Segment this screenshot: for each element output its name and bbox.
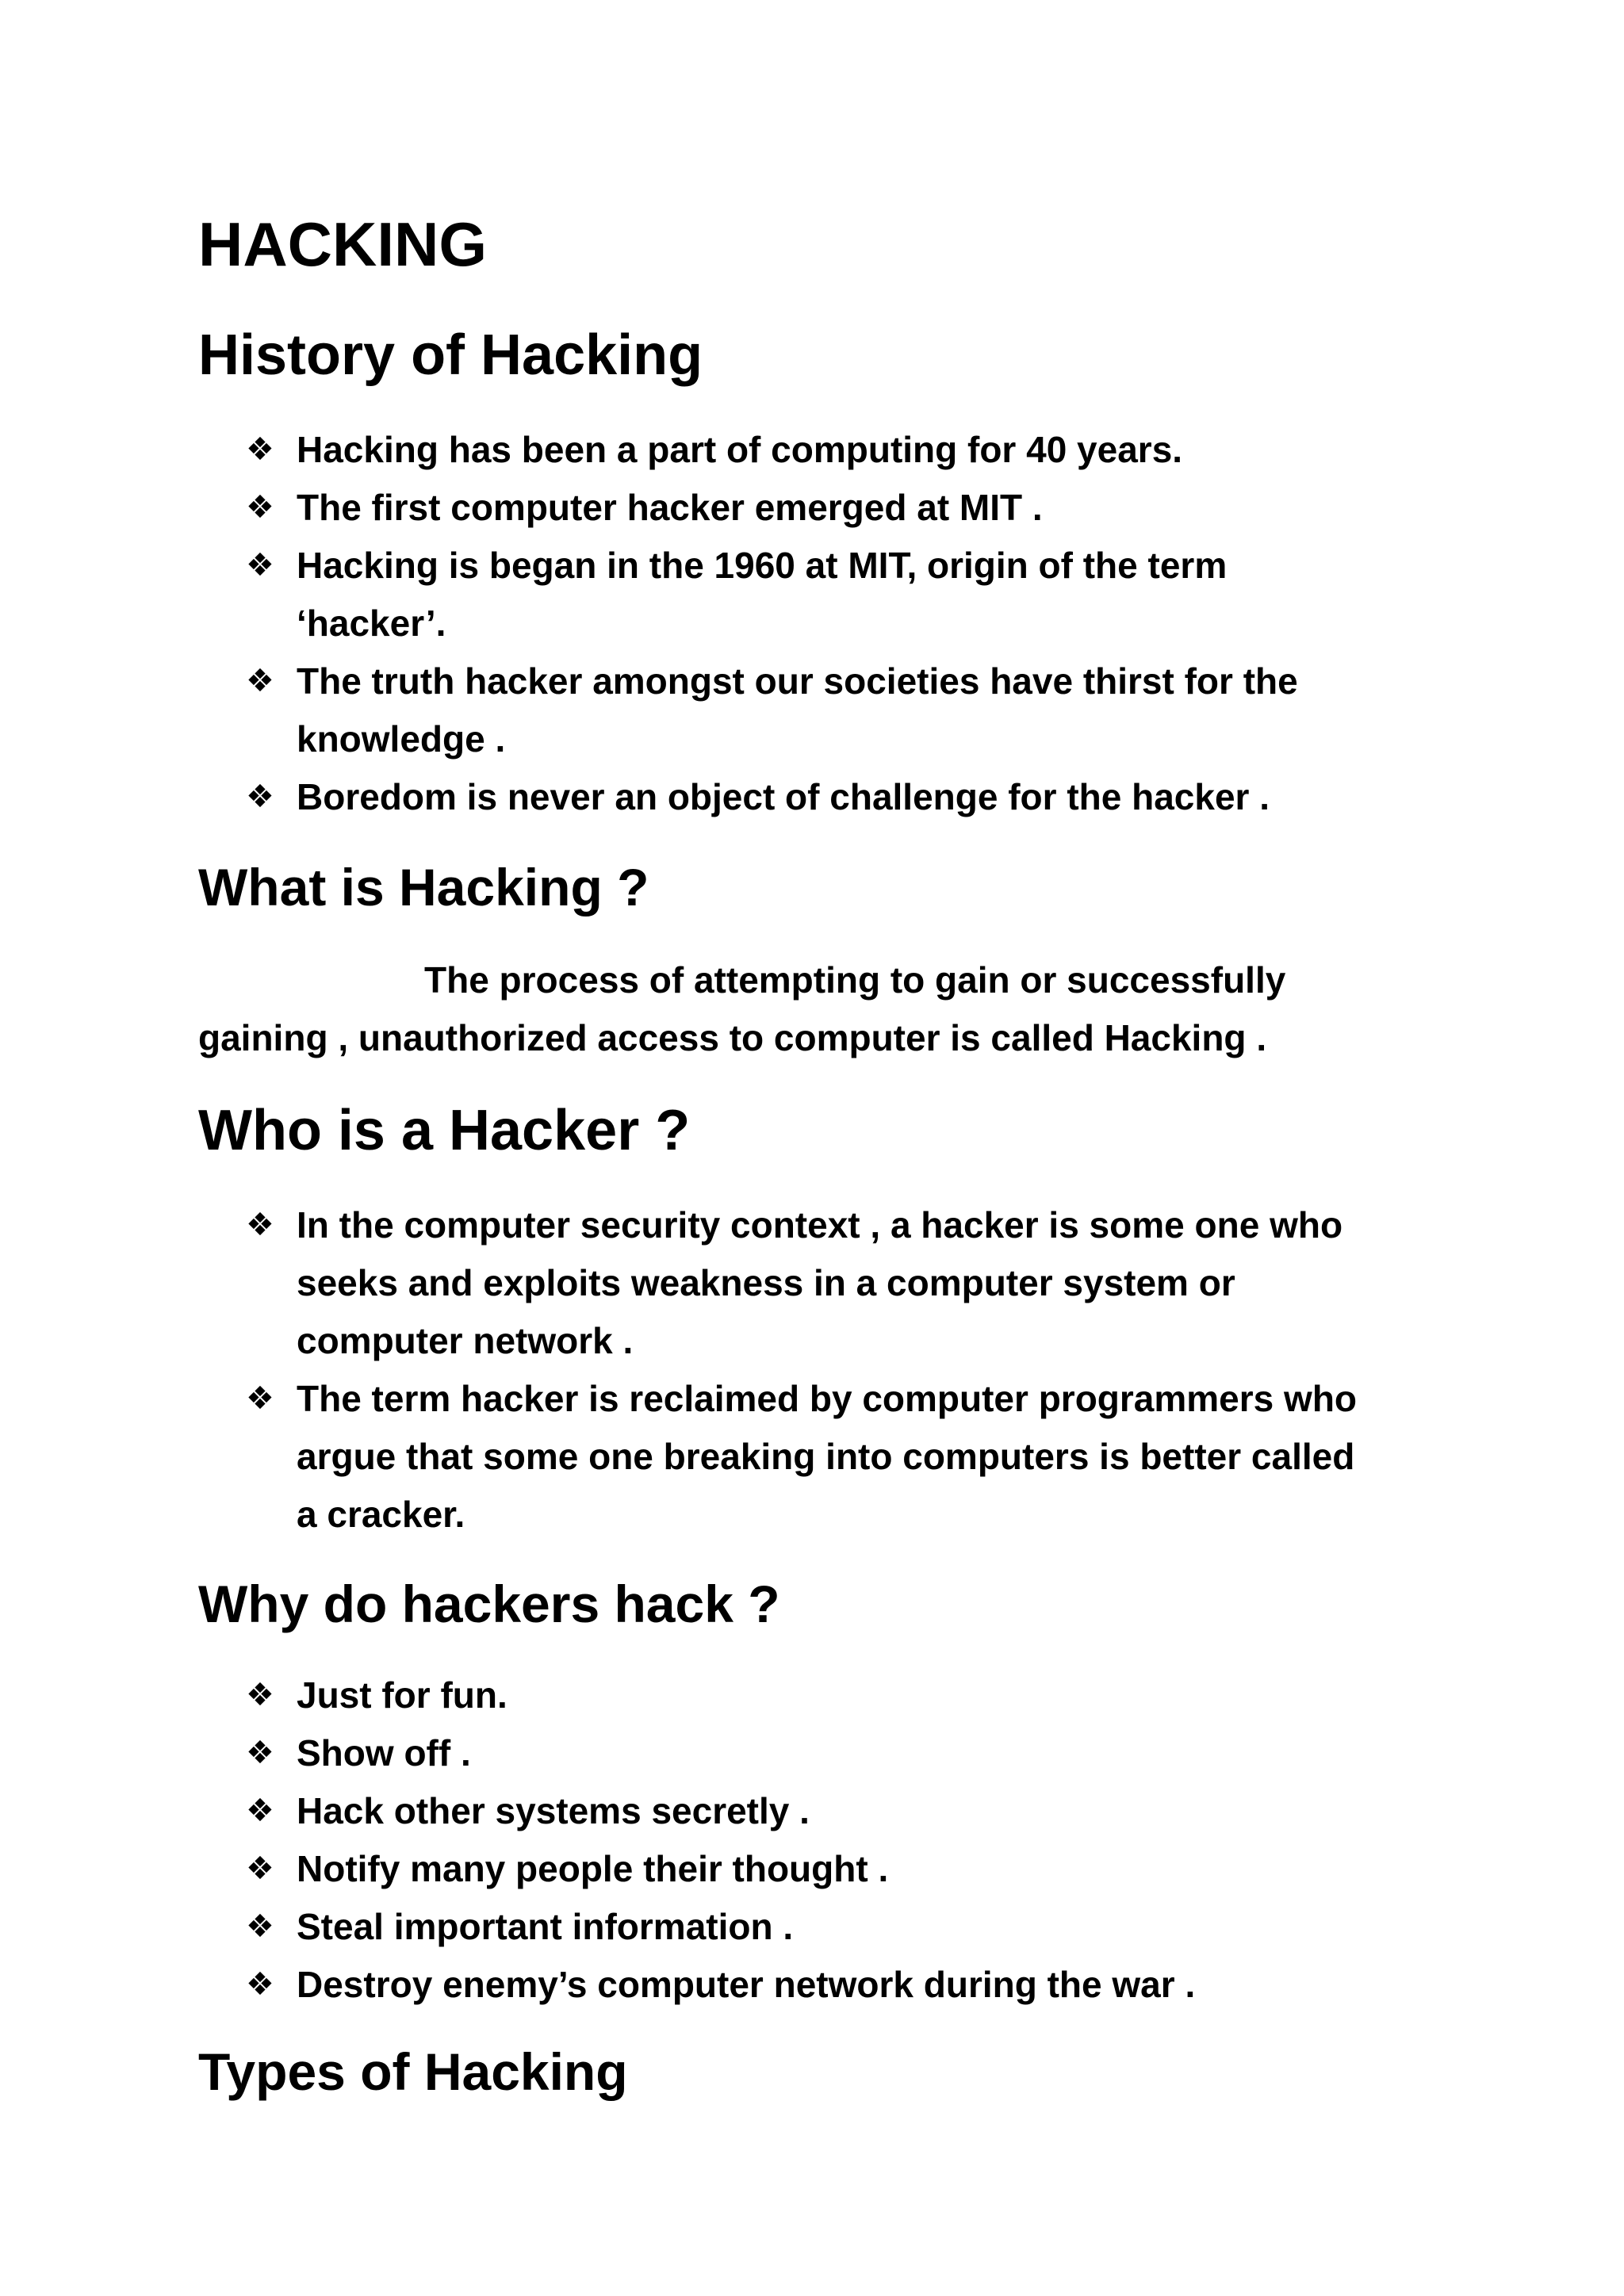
diamond-bullet-icon: ❖ xyxy=(246,1908,274,1945)
document-title: HACKING xyxy=(198,209,487,279)
list-item-text: In the computer security context , a hacker is some one who xyxy=(297,1204,1343,1246)
diamond-bullet-icon: ❖ xyxy=(246,431,274,468)
list-item xyxy=(246,1196,1357,1370)
list-item-text: Hack other systems secretly . xyxy=(297,1790,810,1831)
list-item-text: Destroy enemy’s computer network during the war . xyxy=(297,1964,1196,2005)
what-heading: What is Hacking ? xyxy=(198,858,649,916)
list-item-text: Hacking has been a part of computing for 40 years. xyxy=(297,429,1183,470)
list-item xyxy=(246,421,1298,479)
diamond-bullet-icon: ❖ xyxy=(246,489,274,526)
list-item xyxy=(246,1782,1195,1840)
diamond-bullet-icon: ❖ xyxy=(246,1735,274,1771)
what-paragraph-line-1: The process of attempting to gain or successfully xyxy=(424,959,1286,1001)
list-item-text: Steal important information . xyxy=(297,1906,794,1947)
diamond-bullet-icon: ❖ xyxy=(246,779,274,815)
diamond-bullet-icon: ❖ xyxy=(246,663,274,699)
types-heading: Types of Hacking xyxy=(198,2042,628,2101)
why-heading: Why do hackers hack ? xyxy=(198,1575,780,1633)
diamond-bullet-icon: ❖ xyxy=(246,1207,274,1243)
list-item xyxy=(246,1724,1195,1782)
list-item-text: ‘hacker’. xyxy=(297,603,446,644)
who-heading: Who is a Hacker ? xyxy=(198,1099,691,1162)
list-item xyxy=(246,1898,1195,1956)
list-item xyxy=(246,652,1298,768)
list-item-text: a cracker. xyxy=(297,1494,465,1535)
list-item-text: The truth hacker amongst our societies have thirst for the xyxy=(297,660,1298,702)
list-item xyxy=(246,768,1298,826)
who-list xyxy=(246,1196,1357,1544)
diamond-bullet-icon: ❖ xyxy=(246,1966,274,2003)
diamond-bullet-icon: ❖ xyxy=(246,1793,274,1829)
list-item-text: Notify many people their thought . xyxy=(297,1848,889,1889)
list-item-text: Show off . xyxy=(297,1732,471,1774)
list-item xyxy=(246,537,1298,652)
diamond-bullet-icon: ❖ xyxy=(246,1380,274,1417)
what-paragraph xyxy=(198,951,1285,1067)
list-item xyxy=(246,1956,1195,2014)
list-item-text: Hacking is began in the 1960 at MIT, origin of the term xyxy=(297,545,1228,586)
list-item-text: Boredom is never an object of challenge for the hacker . xyxy=(297,776,1270,817)
list-item-text: computer network . xyxy=(297,1320,634,1361)
list-item xyxy=(246,479,1298,537)
list-item-text: seeks and exploits weakness in a computer system or xyxy=(297,1262,1235,1303)
what-paragraph-line-2: gaining , unauthorized access to computer is called Hacking . xyxy=(198,1017,1267,1058)
list-item xyxy=(246,1840,1195,1898)
diamond-bullet-icon: ❖ xyxy=(246,1850,274,1887)
why-list xyxy=(246,1667,1195,2014)
list-item-text: The term hacker is reclaimed by computer programmers who xyxy=(297,1378,1358,1419)
diamond-bullet-icon: ❖ xyxy=(246,547,274,584)
list-item-text: knowledge . xyxy=(297,718,506,760)
list-item xyxy=(246,1667,1195,1724)
list-item xyxy=(246,1370,1357,1544)
list-item-text: argue that some one breaking into computers is better called xyxy=(297,1436,1355,1477)
diamond-bullet-icon: ❖ xyxy=(246,1677,274,1713)
history-list xyxy=(246,421,1298,826)
list-item-text: Just for fun. xyxy=(297,1674,508,1716)
history-heading: History of Hacking xyxy=(198,323,703,387)
list-item-text: The first computer hacker emerged at MIT . xyxy=(297,487,1043,528)
